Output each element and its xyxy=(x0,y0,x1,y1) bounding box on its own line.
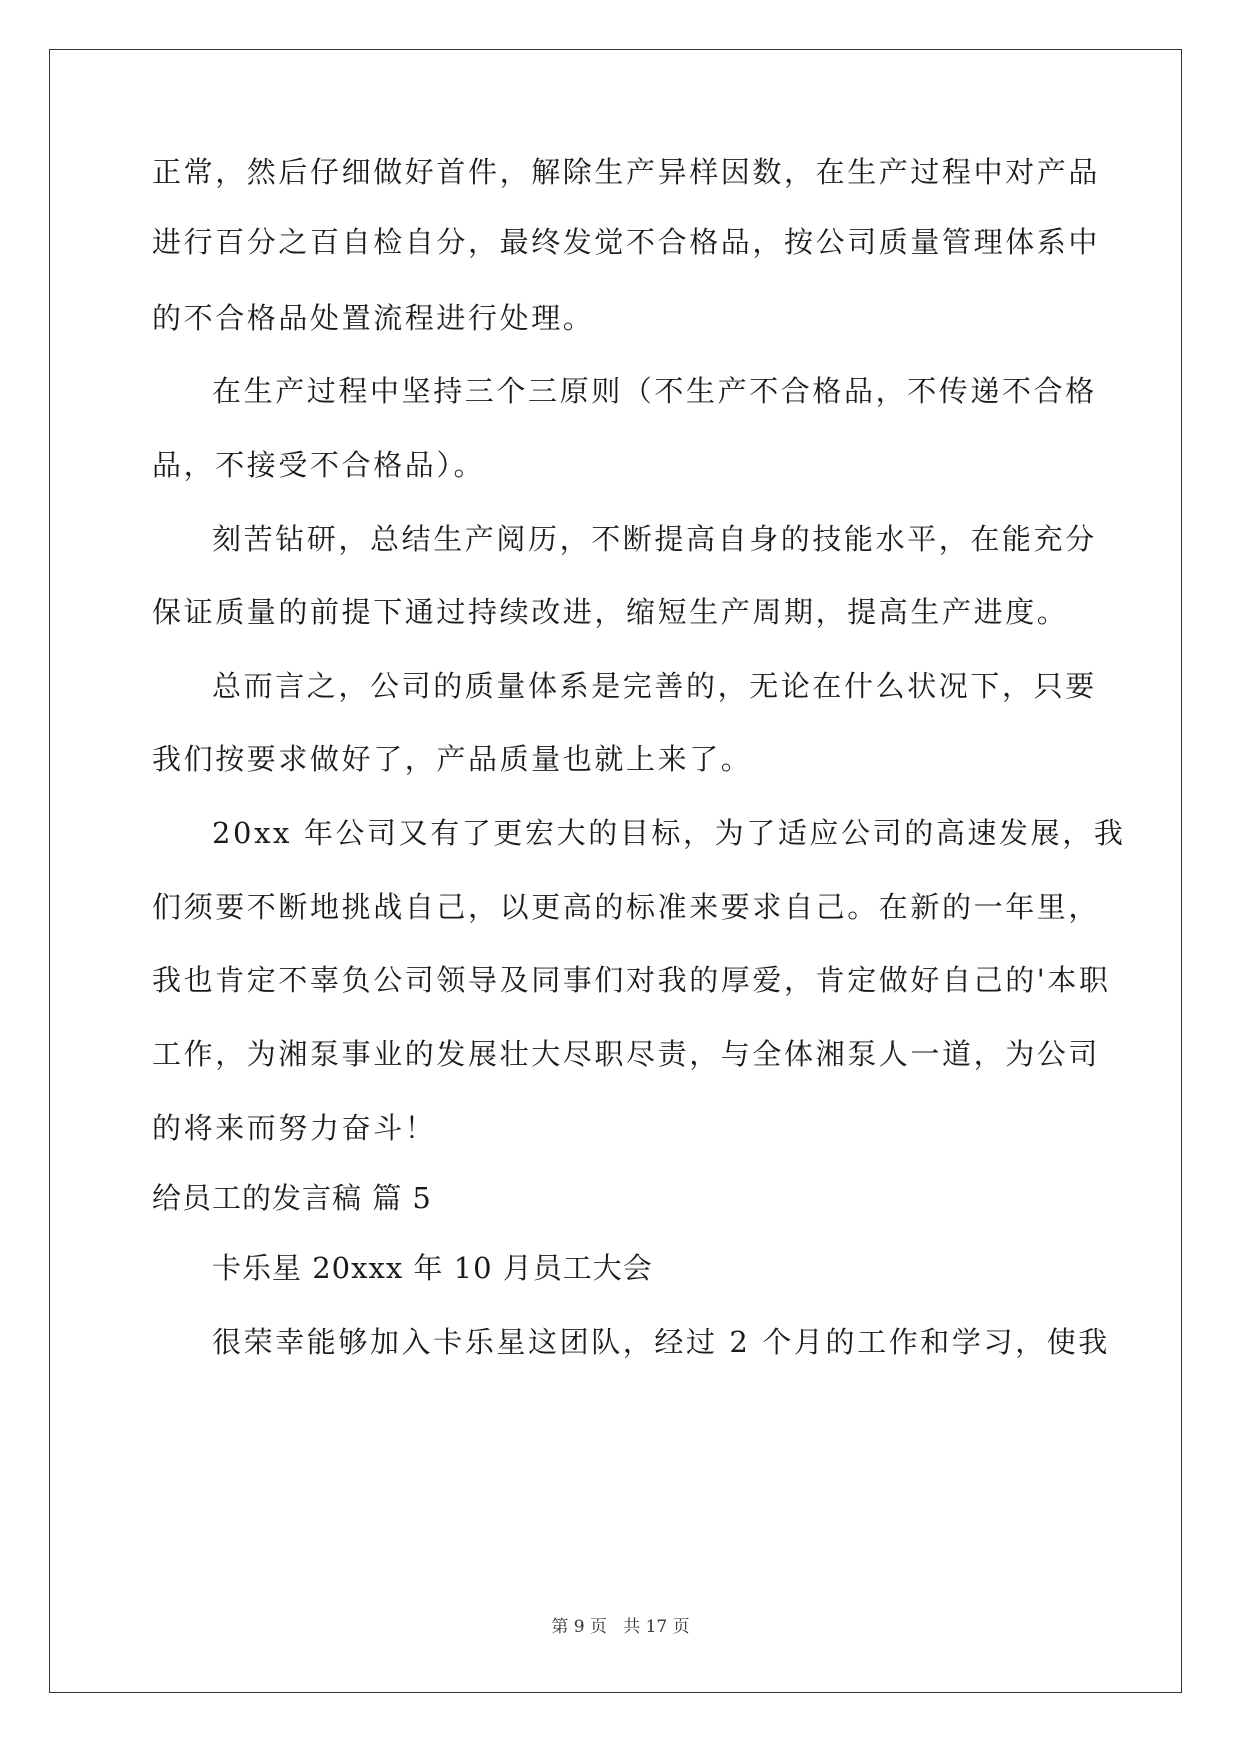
text-line: 卡乐星 20xxx 年 10 月员工大会 xyxy=(212,1251,653,1285)
text-line: 在生产过程中坚持三个三原则（不生产不合格品，不传递不合格 xyxy=(212,374,1097,408)
text-line: 刻苦钻研，总结生产阅历，不断提高自身的技能水平，在能充分 xyxy=(212,522,1097,556)
text-line: 保证质量的前提下通过持续改进，缩短生产周期，提高生产进度。 xyxy=(152,595,1069,629)
text-line: 们须要不断地挑战自己，以更高的标准来要求自己。在新的一年里， xyxy=(152,890,1101,924)
text-line: 总而言之，公司的质量体系是完善的，无论在什么状况下，只要 xyxy=(212,669,1097,703)
text-line: 工作，为湘泵事业的发展壮大尽职尽责，与全体湘泵人一道，为公司 xyxy=(152,1037,1101,1071)
text-line: 我们按要求做好了，产品质量也就上来了。 xyxy=(152,742,753,776)
text-line: 我也肯定不辜负公司领导及同事们对我的厚爱，肯定做好自己的'本职 xyxy=(152,963,1111,997)
section-heading: 给员工的发言稿 篇 5 xyxy=(152,1181,432,1215)
page-number: 第 9 页 xyxy=(551,1617,607,1637)
page-total: 共 17 页 xyxy=(623,1617,690,1637)
text-line: 品，不接受不合格品）。 xyxy=(152,448,486,482)
text-line: 的不合格品处置流程进行处理。 xyxy=(152,301,595,335)
text-line: 20xx 年公司又有了更宏大的目标，为了适应公司的高速发展，我 xyxy=(212,816,1126,850)
text-line: 正常，然后仔细做好首件，解除生产异样因数，在生产过程中对产品 xyxy=(152,155,1101,189)
text-line: 很荣幸能够加入卡乐星这团队，经过 2 个月的工作和学习，使我 xyxy=(212,1325,1110,1359)
text-line: 进行百分之百自检自分，最终发觉不合格品，按公司质量管理体系中 xyxy=(152,225,1101,259)
text-line: 的将来而努力奋斗！ xyxy=(152,1111,437,1145)
page-frame xyxy=(49,49,1182,1693)
page-footer xyxy=(0,1612,1241,1637)
